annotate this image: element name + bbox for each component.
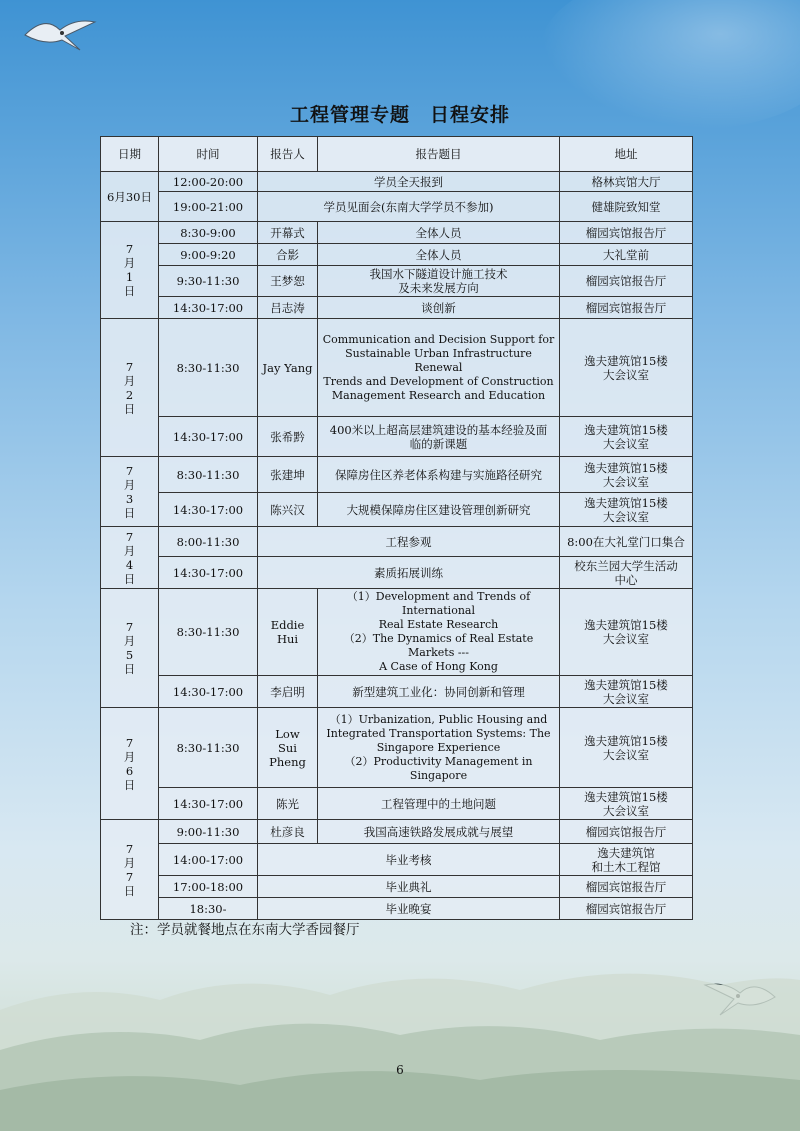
date-cell: 7 月 1 日 xyxy=(101,222,159,319)
table-row xyxy=(101,172,693,192)
location-cell: 健雄院致知堂 xyxy=(560,192,693,222)
topic-cell: 学员全天报到 xyxy=(258,172,560,192)
time-cell: 9:00-11:30 xyxy=(159,820,258,844)
date-cell: 7 月 4 日 xyxy=(101,527,159,589)
location-cell: 榴园宾馆报告厅 xyxy=(560,876,693,898)
topic-cell: （1）Urbanization, Public Housing and Integrated Transportation Systems: The Singapore Experience （2）Productivity Management in Singapore xyxy=(318,708,560,788)
page-number: 6 xyxy=(396,1063,404,1077)
table-header-row xyxy=(101,137,693,172)
topic-cell: 我国高速铁路发展成就与展望 xyxy=(318,820,560,844)
location-cell: 逸夫建筑馆15楼 大会议室 xyxy=(560,417,693,457)
table-row xyxy=(101,244,693,266)
time-cell: 14:30-17:00 xyxy=(159,417,258,457)
location-cell: 大礼堂前 xyxy=(560,244,693,266)
time-cell: 8:30-11:30 xyxy=(159,457,258,493)
topic-cell: 毕业考核 xyxy=(258,844,560,876)
topic-cell: （1）Development and Trends of International Real Estate Research （2）The Dynamics of Real Estate Markets --- A Case of Hong Kong xyxy=(318,589,560,676)
speaker-cell: 开幕式 xyxy=(258,222,318,244)
topic-cell: 工程参观 xyxy=(258,527,560,557)
speaker-cell: Low Sui Pheng xyxy=(258,708,318,788)
speaker-cell: 杜彦良 xyxy=(258,820,318,844)
speaker-cell: 陈光 xyxy=(258,788,318,820)
time-cell: 14:30-17:00 xyxy=(159,297,258,319)
mountain-landscape xyxy=(0,940,800,1131)
table-row xyxy=(101,222,693,244)
speaker-cell: 合影 xyxy=(258,244,318,266)
location-cell: 榴园宾馆报告厅 xyxy=(560,297,693,319)
table-row xyxy=(101,898,693,920)
header-time: 时间 xyxy=(159,137,258,172)
time-cell: 14:30-17:00 xyxy=(159,788,258,820)
topic-cell: 大规模保障房住区建设管理创新研究 xyxy=(318,493,560,527)
location-cell: 逸夫建筑馆15楼 大会议室 xyxy=(560,708,693,788)
table-row xyxy=(101,876,693,898)
time-cell: 18:30- xyxy=(159,898,258,920)
time-cell: 8:30-11:30 xyxy=(159,319,258,417)
table-row xyxy=(101,708,693,788)
time-cell: 14:30-17:00 xyxy=(159,557,258,589)
location-cell: 逸夫建筑馆15楼 大会议室 xyxy=(560,493,693,527)
time-cell: 14:00-17:00 xyxy=(159,844,258,876)
table-row xyxy=(101,527,693,557)
speaker-cell: 李启明 xyxy=(258,676,318,708)
topic-cell: 全体人员 xyxy=(318,244,560,266)
speaker-cell: Eddie Hui xyxy=(258,589,318,676)
page-title: 工程管理专题 日程安排 xyxy=(289,104,510,126)
location-cell: 逸夫建筑馆15楼 大会议室 xyxy=(560,788,693,820)
location-cell: 逸夫建筑馆15楼 大会议室 xyxy=(560,676,693,708)
topic-cell: 毕业典礼 xyxy=(258,876,560,898)
crane-bird-icon xyxy=(20,10,100,60)
topic-cell: 工程管理中的土地问题 xyxy=(318,788,560,820)
table-row xyxy=(101,319,693,417)
time-cell: 8:30-11:30 xyxy=(159,708,258,788)
dining-note: 注：学员就餐地点在东南大学香园餐厅 xyxy=(130,922,360,938)
table-row xyxy=(101,676,693,708)
speaker-cell: 张希黔 xyxy=(258,417,318,457)
location-cell: 逸夫建筑馆15楼 大会议室 xyxy=(560,457,693,493)
table-row xyxy=(101,192,693,222)
table-row xyxy=(101,820,693,844)
date-cell: 7 月 7 日 xyxy=(101,820,159,920)
table-row xyxy=(101,457,693,493)
topic-cell: 毕业晚宴 xyxy=(258,898,560,920)
time-cell: 12:00-20:00 xyxy=(159,172,258,192)
speaker-cell: Jay Yang xyxy=(258,319,318,417)
topic-cell: 全体人员 xyxy=(318,222,560,244)
speaker-cell: 王梦恕 xyxy=(258,266,318,297)
speaker-cell: 吕志涛 xyxy=(258,297,318,319)
date-cell: 7 月 6 日 xyxy=(101,708,159,820)
time-cell: 14:30-17:00 xyxy=(159,493,258,527)
table-row xyxy=(101,589,693,676)
header-date: 日期 xyxy=(101,137,159,172)
location-cell: 榴园宾馆报告厅 xyxy=(560,820,693,844)
topic-cell: 学员见面会(东南大学学员不参加) xyxy=(258,192,560,222)
time-cell: 14:30-17:00 xyxy=(159,676,258,708)
time-cell: 9:30-11:30 xyxy=(159,266,258,297)
table-row xyxy=(101,297,693,319)
header-location: 地址 xyxy=(560,137,693,172)
time-cell: 8:30-9:00 xyxy=(159,222,258,244)
header-topic: 报告题目 xyxy=(318,137,560,172)
date-cell: 7 月 5 日 xyxy=(101,589,159,708)
time-cell: 9:00-9:20 xyxy=(159,244,258,266)
time-cell: 17:00-18:00 xyxy=(159,876,258,898)
time-cell: 8:30-11:30 xyxy=(159,589,258,676)
time-cell: 8:00-11:30 xyxy=(159,527,258,557)
location-cell: 8:00在大礼堂门口集合 xyxy=(560,527,693,557)
topic-cell: 素质拓展训练 xyxy=(258,557,560,589)
table-row xyxy=(101,417,693,457)
topic-cell: Communication and Decision Support for Sustainable Urban Infrastructure Renewal Trends and Development of Construction Management Research and Education xyxy=(318,319,560,417)
header-speaker: 报告人 xyxy=(258,137,318,172)
topic-cell: 新型建筑工业化：协同创新和管理 xyxy=(318,676,560,708)
table-row xyxy=(101,788,693,820)
table-row xyxy=(101,844,693,876)
location-cell: 榴园宾馆报告厅 xyxy=(560,266,693,297)
topic-cell: 400米以上超高层建筑建设的基本经验及面 临的新课题 xyxy=(318,417,560,457)
topic-cell: 谈创新 xyxy=(318,297,560,319)
table-row xyxy=(101,266,693,297)
speaker-cell: 陈兴汉 xyxy=(258,493,318,527)
table-row xyxy=(101,557,693,589)
location-cell: 逸夫建筑馆15楼 大会议室 xyxy=(560,589,693,676)
location-cell: 逸夫建筑馆 和土木工程馆 xyxy=(560,844,693,876)
schedule-table xyxy=(100,136,693,920)
location-cell: 榴园宾馆报告厅 xyxy=(560,898,693,920)
location-cell: 榴园宾馆报告厅 xyxy=(560,222,693,244)
location-cell: 格林宾馆大厅 xyxy=(560,172,693,192)
date-cell: 6月30日 xyxy=(101,172,159,222)
date-cell: 7 月 2 日 xyxy=(101,319,159,457)
table-row xyxy=(101,493,693,527)
date-cell: 7 月 3 日 xyxy=(101,457,159,527)
topic-cell: 我国水下隧道设计施工技术 及未来发展方向 xyxy=(318,266,560,297)
location-cell: 校东兰园大学生活动 中心 xyxy=(560,557,693,589)
time-cell: 19:00-21:00 xyxy=(159,192,258,222)
speaker-cell: 张建坤 xyxy=(258,457,318,493)
topic-cell: 保障房住区养老体系构建与实施路径研究 xyxy=(318,457,560,493)
location-cell: 逸夫建筑馆15楼 大会议室 xyxy=(560,319,693,417)
